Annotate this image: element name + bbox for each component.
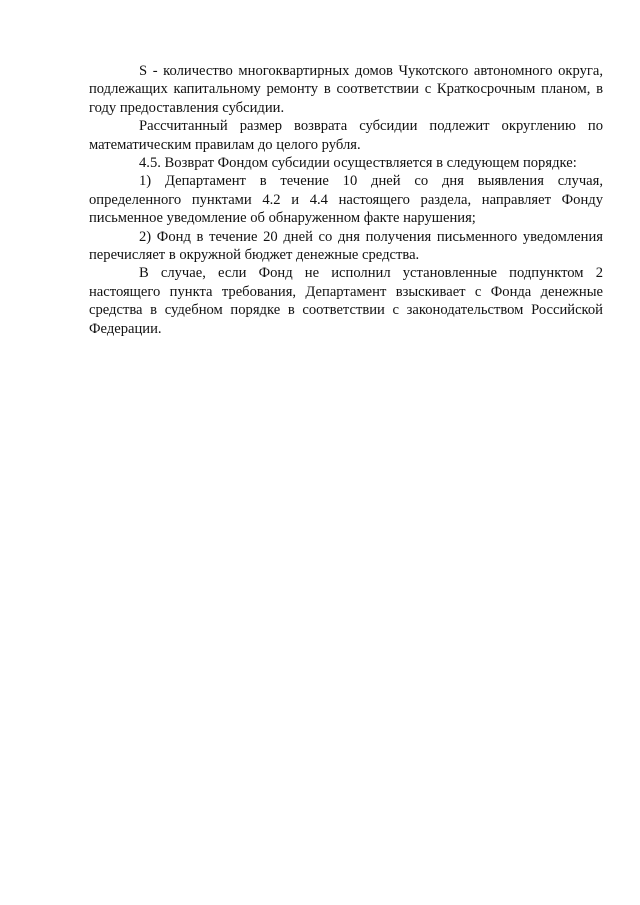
paragraph-item-1: 1) Департамент в течение 10 дней со дня выявления случая, определенного пунктами 4.2 и 4.4 настоящего раздела, направляет Фонду письменное уведомление об обнаруженном факте нарушения; <box>89 173 603 227</box>
paragraph-s-definition: S - количество многоквартирных домов Чукотского автономного округа, подлежащих капитальному ремонту в соответствии с Краткосрочным планом, в году предоставления субсидии. <box>89 63 603 116</box>
paragraph-rounding: Рассчитанный размер возврата субсидии подлежит округлению по математическим правилам до целого рубля. <box>89 118 603 153</box>
paragraph-return-order: 4.5. Возврат Фондом субсидии осуществляется в следующем порядке: <box>139 155 577 172</box>
paragraph-item-2: 2) Фонд в течение 20 дней со дня получения письменного уведомления перечисляет в окружной бюджет денежные средства. <box>89 228 603 264</box>
document-body <box>89 62 603 338</box>
paragraph-enforcement: В случае, если Фонд не исполнил установленные подпунктом 2 настоящего пункта требования, Департамент взыскивает с Фонда денежные средства в судебном порядке в соответствии с законодательством Российской Федерации. <box>89 265 603 337</box>
